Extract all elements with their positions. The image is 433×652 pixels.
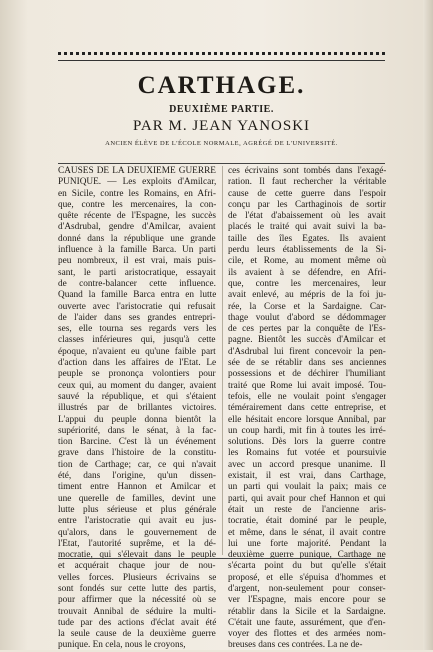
text-line: de l'aider dans ses grandes entrepri- <box>58 312 216 323</box>
author-credentials: ANCIEN ÉLÈVE DE L'ÉCOLE NORMALE, AGRÉGÉ DE L'UNIVERSITÉ. <box>105 140 338 147</box>
left-column <box>58 166 216 652</box>
text-line: proposé, et elle s'épuisa d'hommes et <box>228 572 386 583</box>
text-line: L'appui du peuple donna bientôt la <box>58 414 216 425</box>
text-line: taille des îles Égates. Ils avaient <box>228 233 386 244</box>
text-line: tion Barcine. C'est là un événement <box>58 437 216 448</box>
text-line: été, dans l'origine, qu'un dissen- <box>58 471 216 482</box>
text-line: époque, n'avaient eu qu'une faible part <box>58 346 216 357</box>
header-divider <box>58 163 385 165</box>
text-line: voyer des flottes et des armées nom- <box>228 629 386 640</box>
text-line: rée, la Corse et la Sardaigne. Car- <box>228 301 386 312</box>
text-line: tefois, elle ne voulait point s'engager <box>228 391 386 402</box>
text-line: pour affirmer que la nécessité où se <box>58 595 216 606</box>
text-line: d'Asdrubal, gendre d'Amilcar, avaient <box>58 222 216 233</box>
text-line: tion de Carthage; car, ce qui n'avait <box>58 459 216 470</box>
page-edge <box>423 0 433 650</box>
text-line: d'Asdrubal lui firent concevoir la pen- <box>228 346 386 357</box>
text-line: d'action dans les affaires de l'État. Le <box>58 358 216 369</box>
text-line: ses, elle tourna ses regards vers les <box>58 324 216 335</box>
text-line: Quand la famille Barca entra en lutte <box>58 290 216 301</box>
text-line: cause de cette guerre dans l'espoir <box>228 188 386 199</box>
text-line: mocratie, qui s'élevait dans le peuple <box>58 550 216 561</box>
article-title: CARTHAGE. <box>137 72 306 99</box>
text-line: influence à la famille Barca. Un parti <box>58 245 216 256</box>
text-line: tude par des actions d'éclat avait été <box>58 617 216 628</box>
text-line: avec un accord presque unanime. Il <box>228 459 386 470</box>
text-line: placés le traité qui avait suivi la ba- <box>228 222 386 233</box>
text-line: la seule cause de la deuxième guerre <box>58 629 216 640</box>
text-line: que, contre les mercenaires, leur <box>228 278 386 289</box>
text-line: traité que Rome lui avait imposé. Tou- <box>228 380 386 391</box>
text-line: peu nombreux, il est vrai, mais puis- <box>58 256 216 267</box>
text-line: s'écarta point du but qu'elle s'était <box>228 561 386 572</box>
text-line: de contre-balancer cette influence. <box>58 278 216 289</box>
text-line: qu'alors, dans le gouvernement de <box>58 527 216 538</box>
text-line: ver l'Espagne, mais encore pour se <box>228 595 386 606</box>
text-line: ces écrivains sont tombés dans l'exagé- <box>228 166 386 176</box>
text-line: supériorité, dans le sénat, à la fac- <box>58 425 216 436</box>
author-line: PAR M. JEAN YANOSKI <box>132 118 311 134</box>
text-line: parti, qui avait pour chef Hannon et qui <box>228 493 386 504</box>
text-line: solutions. Dès lors la guerre contre <box>228 437 386 448</box>
text-line: pagne. Bientôt les succès d'Amilcar et <box>228 335 386 346</box>
text-line: entre l'aristocratie qui avait eu jus- <box>58 516 216 527</box>
text-line: un parti qui voulait la paix; mais ce <box>228 482 386 493</box>
text-line: ils avaient à se défendre, en Afri- <box>228 267 386 278</box>
text-line: lutte plus sérieuse et plus générale <box>58 504 216 515</box>
text-line: témérairement dans cette entreprise, et <box>228 403 386 414</box>
text-line: tocratie, était dominé par le peuple, <box>228 516 386 527</box>
text-line: punique. En cela, nous le croyons, <box>58 640 186 651</box>
text-line: lui une forte majorité. Pendant la <box>228 538 386 549</box>
text-line: d'argent, non-seulement pour conser- <box>228 583 386 594</box>
text-line: que, contre les mercenaires, la con- <box>58 199 216 210</box>
text-line: ouverte avec l'aristocratie qui refusait <box>58 301 216 312</box>
text-line: conçu par les Carthaginois de sortir <box>228 199 386 210</box>
text-line: donné dans la république une grande <box>58 233 216 244</box>
text-line: avait enlevé, au mépris de la foi ju- <box>228 290 386 301</box>
text-line: cile, et Rome, au moment même où <box>228 256 386 267</box>
text-line: thage voulut d'abord se dédommager <box>228 312 386 323</box>
text-line: ration. Il faut rechercher la véritable <box>228 177 386 188</box>
text-line: et même, dans le sénat, il avait contre <box>228 527 386 538</box>
ornamental-rule <box>58 52 385 61</box>
column-gutter <box>222 166 223 555</box>
text-line: sauvé la république, et qui s'étaient <box>58 391 216 402</box>
text-line: perdu leurs établissements de la Si- <box>228 245 386 256</box>
text-line: de l'état d'abaissement où les avait <box>228 211 386 222</box>
article-subtitle: DEUXIÈME PARTIE. <box>169 104 274 115</box>
text-line: l'État, l'autorité suprême, et la dé- <box>58 538 216 549</box>
text-line: velles forces. Plusieurs écrivains se <box>58 572 216 583</box>
text-line: les Romains fut votée et poursuivie <box>228 448 386 459</box>
text-line: ceux qui, au moment du danger, avaient <box>58 380 216 391</box>
right-column <box>228 166 386 652</box>
text-line: trouvait Annibal de séduire la multi- <box>58 606 216 617</box>
text-line: sont fondés sur cette lutte des partis, <box>58 583 216 594</box>
text-line: grave dans l'histoire de la constitu- <box>58 448 216 459</box>
text-line: C'était une faute, assurément, que d'en- <box>228 617 386 628</box>
footer-divider <box>58 558 385 560</box>
text-line: quête récente de l'Espagne, les succès <box>58 211 216 222</box>
text-line: rétablir dans la Sicile et la Sardaigne. <box>228 606 386 617</box>
text-line: existait, il est vrai, dans Carthage, <box>228 471 386 482</box>
text-line: elle hésitait encore lorsque Annibal, par <box>228 414 386 425</box>
text-line: breuses dans ces contrées. La ne de- <box>228 640 363 651</box>
text-line: peuple se prononça volontiers pour <box>58 369 216 380</box>
text-line: et acquérait chaque jour de nou- <box>58 561 216 572</box>
text-line: en Sicile, contre les Romains, en Afri- <box>58 188 216 199</box>
text-line: deuxième guerre punique, Carthage ne <box>228 550 386 561</box>
text-line: sant, le parti aristocratique, essayait <box>58 267 216 278</box>
text-line: illustrés par de brillantes victoires. <box>58 403 216 414</box>
text-line: était un reste de l'ancienne aris- <box>228 504 386 515</box>
text-line: PUNIQUE. — Les exploits d'Amilcar, <box>58 177 216 188</box>
text-line: timent entre Hannon et Amilcar et <box>58 482 216 493</box>
text-line: possessions et de déchirer l'humiliant <box>228 369 386 380</box>
text-line: CAUSES DE LA DEUXIÈME GUERRE <box>58 166 216 176</box>
text-line: classes inférieures qui, jusqu'à cette <box>58 335 216 346</box>
text-line: sée de se rétablir dans ses anciennes <box>228 358 386 369</box>
text-line: une querelle de familles, devint une <box>58 493 216 504</box>
text-line: de ces pertes par la conquête de l'Es- <box>228 324 386 335</box>
text-line: un coup hardi, mit fin à toutes les irré- <box>228 425 386 436</box>
